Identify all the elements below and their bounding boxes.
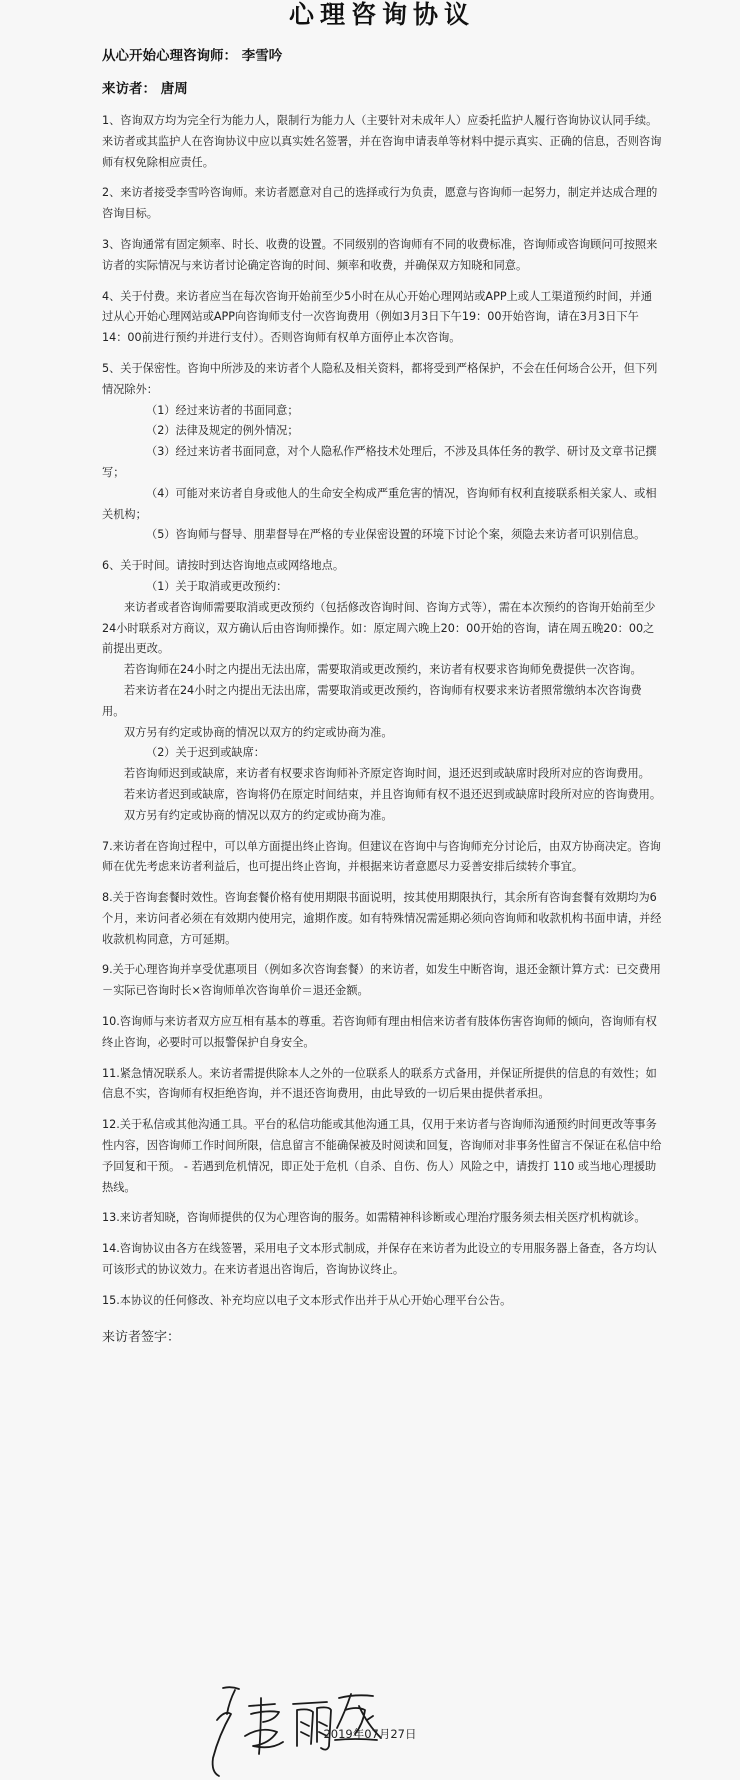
clause-section (102, 1239, 662, 1281)
clause-section (102, 556, 662, 826)
clause-section (102, 1064, 662, 1106)
clause-paragraph: 若来访者迟到或缺席，咨询将仍在原定时间结束，并且咨询师有权不退还迟到或缺席时段所对应的咨询费用。 (124, 787, 662, 801)
visitor-line: 来访者： 唐周 (102, 81, 188, 97)
clause-paragraph: 11.紧急情况联系人。来访者需提供除本人之外的一位联系人的联系方式备用，并保证所提供的信息的有效性；如信息不实，咨询师有权拒绝咨询，并不退还咨询费用，由此导致的一切后果由提供者承担。 (102, 1066, 657, 1101)
counselor-line: 从心开始心理咨询师： 李雪吟 (102, 48, 283, 64)
clause-paragraph: （2）法律及规定的例外情况； (146, 424, 299, 438)
clause-paragraph: 13.来访者知晓，咨询师提供的仅为心理咨询的服务。如需精神科诊断或心理治疗服务须去相关医疗机构就诊。 (102, 1211, 646, 1225)
document-title: 心理咨询协议 (288, 0, 475, 29)
clause-paragraph: 8.关于咨询套餐时效性。咨询套餐价格有使用期限书面说明，按其使用期限执行，其余所有咨询套餐有效期均为6个月，来访问者必须在有效期内使用完，逾期作废。如有特殊情况需延期必须向咨询师和收款机构书面申请，并经收款机构同意，方可延期。 (102, 891, 662, 946)
clause-paragraph: 3、咨询通常有固定频率、时长、收费的设置。不同级别的咨询师有不同的收费标准，咨询师或咨询顾问可按照来访者的实际情况与来访者讨论确定咨询的时间、频率和收费，并确保双方知晓和同意。 (102, 237, 658, 272)
clause-paragraph: 来访者或者咨询师需要取消或更改预约（包括修改咨询时间、咨询方式等），需在本次预约的咨询开始前至少24小时联系对方商议，双方确认后由咨询师操作。如：原定周六晚上20：00开始的咨询，请在周五晚20：00之前提出更改。 (102, 600, 656, 656)
clause-paragraph: 若来访者在24小时之内提出无法出席，需要取消或更改预约，咨询师有权要求来访者照常缴纳本次咨询费用。 (102, 683, 642, 718)
clause-section (102, 111, 662, 173)
clause-paragraph: 12.关于私信或其他沟通工具。平台的私信功能或其他沟通工具，仅用于来访者与咨询师沟通预约时间更改等事务性内容，因咨询师工作时间所限，信息留言不能确保被及时阅读和回复，咨询师对非事务性留言不保证在私信中给予回复和干预。 - 若遇到危机情况，即正处于危机（自杀、自伤、伤人）风险之中，请拨打 110 或当地心理援助热线。 (102, 1118, 662, 1194)
clause-paragraph: 7.来访者在咨询过程中，可以单方面提出终止咨询。但建议在咨询中与咨询师充分讨论后，由双方协商决定。咨询师在优先考虑来访者利益后，也可提出终止咨询，并根据来访者意愿尽力妥善安排后续转介事宜。 (102, 839, 661, 874)
clause-section (102, 359, 662, 546)
agreement-clauses (102, 111, 662, 1312)
clause-section (102, 960, 662, 1002)
clause-paragraph: 14.咨询协议由各方在线签署，采用电子文本形式制成，并保存在来访者为此设立的专用服务器上备查，各方均认可该形式的协议效力。在来访者退出咨询后，咨询协议终止。 (102, 1242, 657, 1277)
clause-paragraph: （3）经过来访者书面同意，对个人隐私作严格技术处理后，不涉及具体任务的教学、研讨及文章书记撰写； (102, 445, 657, 479)
clause-paragraph: （2）关于迟到或缺席： (146, 746, 265, 760)
clause-paragraph: 双方另有约定或协商的情况以双方的约定或协商为准。 (124, 725, 393, 739)
clause-section (102, 1208, 662, 1229)
clause-section (102, 287, 662, 349)
clause-section (102, 1291, 662, 1312)
clause-paragraph: （4）可能对来访者自身或他人的生命安全构成严重危害的情况，咨询师有权利直接联系相关家人、或相关机构； (102, 486, 657, 521)
clause-paragraph: 2、来访者接受李雪吟咨询师。来访者愿意对自己的选择或行为负责，愿意与咨询师一起努力，制定并达成合理的咨询目标。 (102, 186, 658, 221)
clause-section (102, 837, 662, 879)
clause-section (102, 1012, 662, 1054)
clause-paragraph: 若咨询师在24小时之内提出无法出席，需要取消或更改预约，来访者有权要求咨询师免费提供一次咨询。 (124, 663, 642, 677)
clause-paragraph: （1）关于取消或更改预约： (146, 579, 288, 593)
clause-paragraph: 6、关于时间。请按时到达咨询地点或网络地点。 (102, 559, 345, 573)
clause-paragraph: 4、关于付费。来访者应当在每次咨询开始前至少5小时在从心开始心理网站或APP上或人工渠道预约时间，并通过从心开始心理网站或APP向咨询师支付一次咨询费用（例如3月3日下午19：00开始咨询，请在3月3日下午14：00前进行预约并进行支付）。否则咨询师有权单方面停止本次咨询。 (102, 289, 653, 345)
clause-paragraph: 若咨询师迟到或缺席，来访者有权要求咨询师补齐原定咨询时间，退还迟到或缺席时段所对应的咨询费用。 (124, 767, 650, 781)
clause-paragraph: （1）经过来访者的书面同意； (146, 403, 299, 417)
signing-date: 2019年07月27日 (323, 1727, 417, 1741)
clause-section (102, 1115, 662, 1198)
clause-section (102, 888, 662, 950)
clause-paragraph: 双方另有约定或协商的情况以双方的约定或协商为准。 (124, 808, 393, 822)
clause-section (102, 235, 662, 277)
clause-paragraph: 9.关于心理咨询并享受优惠项目（例如多次咨询套餐）的来访者，如发生中断咨询，退还金额计算方式：已交费用－实际已咨询时长×咨询师单次咨询单价＝退还金额。 (102, 963, 661, 998)
signature-label: 来访者签字： (102, 1329, 181, 1345)
clause-paragraph: （5）咨询师与督导、朋辈督导在严格的专业保密设置的环境下讨论个案，须隐去来访者可识别信息。 (146, 528, 646, 542)
clause-paragraph: 10.咨询师与来访者双方应互相有基本的尊重。若咨询师有理由相信来访者有肢体伤害咨询师的倾向，咨询师有权终止咨询，必要时可以报警保护自身安全。 (102, 1015, 657, 1049)
clause-paragraph: 5、关于保密性。咨询中所涉及的来访者个人隐私及相关资料，都将受到严格保护，不会在任何场合公开，但下列情况除外： (102, 361, 658, 396)
clause-section (102, 183, 662, 225)
clause-paragraph: 15.本协议的任何修改、补充均应以电子文本形式作出并于从心开始心理平台公告。 (102, 1293, 512, 1307)
clause-paragraph: 1、咨询双方均为完全行为能力人，限制行为能力人（主要针对未成年人）应委托监护人履行咨询协议认同手续。来访者或其监护人在咨询协议中应以真实姓名签署，并在咨询申请表单等材料中提示真实、正确的信息，否则咨询师有权免除相应责任。 (102, 114, 662, 169)
